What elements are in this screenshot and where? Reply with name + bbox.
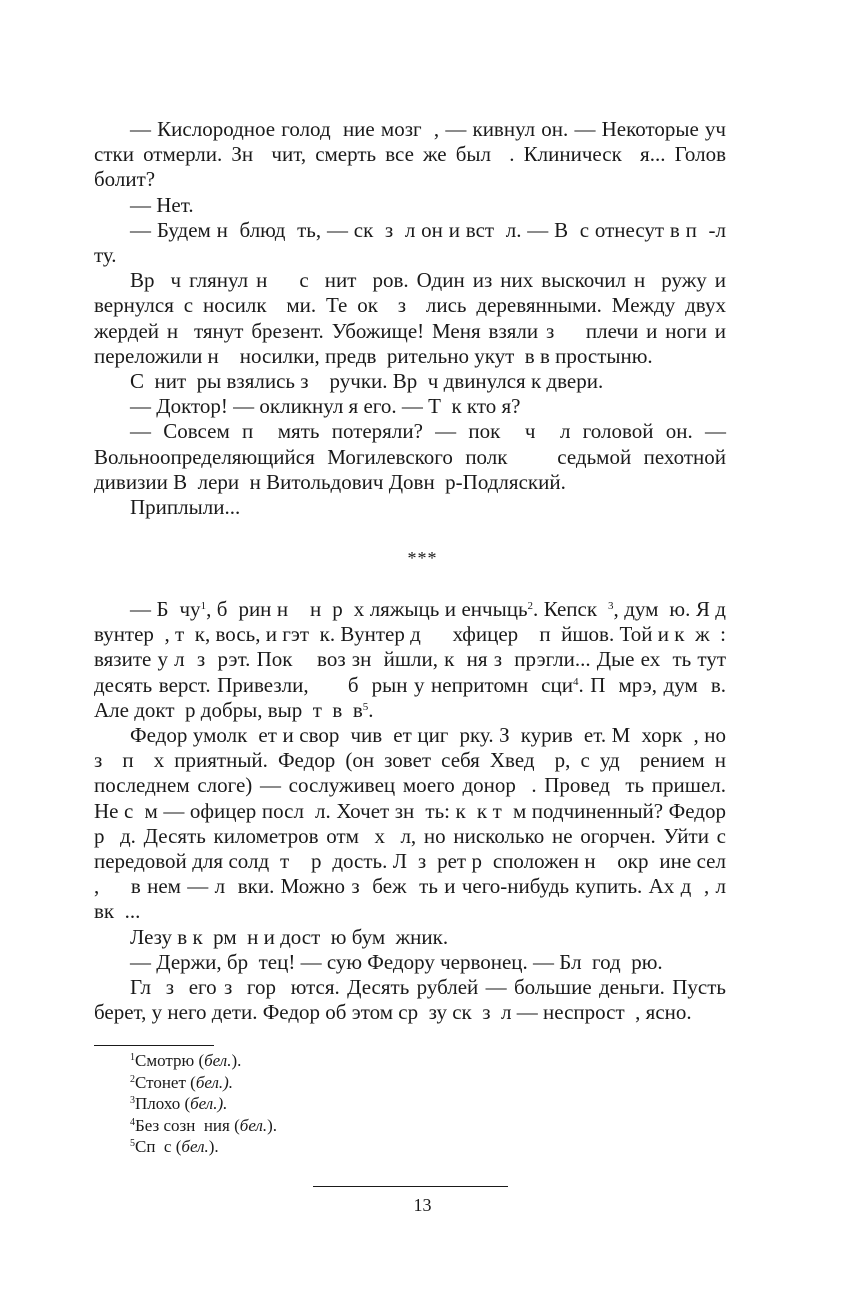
page-number: 13 [413,1195,432,1215]
text-span: . [368,697,374,722]
text-block-bottom [94,597,747,1025]
paragraph: Лезу в к рм н и дост ю бум жник. [130,924,449,949]
paragraph: Вр ч глянул н с нит ров. Один из них выскочил н ружу и вернулся с носилк ми. Те ок з лись деревянными. Между двух жердей н тянут брезент. Убожище! Меня взяли з плечи и ноги и переложили н носилки, предв рительно укут в в простыню. [94,268,732,368]
text-block-top [94,117,737,520]
text-span: . П мрэ, дум в. Але докт р добры, выр т в в [94,672,732,722]
footnote [130,1115,277,1137]
footnote-mark: 4 [130,1116,135,1128]
footnote-close: ). [267,1115,278,1135]
footnote-close: ). [231,1051,242,1070]
text-span: — Б чу [130,597,201,621]
page-number-rule [313,1186,508,1187]
paragraph: — Совсем п мять потеряли? — пок ч л головой он. — Вольноопределяющийся Могилевского полк седьмой пехотной дивизии В лери н Витольдович Довн р-Подляский. [94,419,732,494]
footnote [130,1050,277,1072]
footnote [130,1136,277,1158]
paragraph: — Будем н блюд ть, — ск з л он и вст л. — В с отнесут в п -л ту. [94,217,737,268]
footnote-mark: 3 [130,1095,135,1106]
paragraph: Федор умолк ет и свор чив ет циг рку. З курив ет. М хорк , но з п х приятный. Федор (он зовет себя Хвед р, с уд рением н последнем слоге) — сослуживец моего донор . Провед ть пришел. Не с м — офицер посл л. Хочет зн ть: к к т м подчиненный? Федор р д. Десять километров отм х л, но нисколько не огорчен. Уйти с передовой для солд т р дость. Л з рет р сположен н окр ине сел , в нем — л вки. Можно з беж ть и чего-нибудь купить. Ах д , л вк ... [94,723,747,924]
paragraph: — Держи, бр тец! — сую Федору червонец. — Бл год рю. [130,949,663,974]
footnote-mark: 1 [130,1052,135,1063]
footnote-text: Плохо ( [135,1094,191,1113]
paragraph: С нит ры взялись з ручки. Вр ч двинулся к двери. [130,369,604,394]
footnote-text: Сп с ( [135,1137,182,1156]
footnote-text: Без созн ния ( [135,1115,240,1135]
footnote-ref: 1 [200,600,207,612]
paragraph: — Кислородное голод ние мозг , — кивнул он. — Некоторые уч стки отмерли. Зн чит, смерть все же был . Клиническ я... Голов болит? [94,117,737,192]
footnote-language: бел.). [195,1072,234,1092]
paragraph: Гл з его з гор ются. Десять рублей — большие деньги. Пусть берет, у него дети. Федор об этом ср зу ск з л — неспрост , ясно. [94,975,732,1025]
footnote-language: бел.). [190,1094,228,1113]
footnote-divider [94,1045,214,1046]
footnote-language: бел. [181,1137,209,1156]
text-span: . Кепск [533,597,609,621]
paragraph: — Доктор! — окликнул я его. — Т к кто я? [130,394,521,419]
footnote-close: ). [208,1137,219,1156]
text-span: , б рин н н р х ляжыць и енчыць [206,597,528,621]
paragraph: Приплыли... [130,495,241,520]
footnote-mark: 5 [130,1138,135,1149]
text-span: , дум ю. Я д вунтер , т к, вось, и гэт к. Вунтер д хфицер п йшов. Той и к ж : вязите у л з рэт. Пок воз зн йшли, к ня з прэгли... Дые ех ть тут десять верст. Привезли, б рын у непритомн сци [94,597,747,697]
footnote-ref: 3 [608,600,614,612]
paragraph-dialect [94,597,747,723]
footnote-language: бел. [204,1051,232,1070]
footnote-ref: 4 [572,675,579,688]
footnote-mark: 2 [130,1073,135,1085]
footnote [130,1072,277,1094]
footnote-text: Смотрю ( [135,1051,205,1070]
footnote-language: бел. [239,1115,268,1135]
footnote-ref: 5 [362,700,369,713]
paragraph: — Нет. [130,192,194,217]
footnote [130,1093,277,1115]
section-separator: *** [407,548,438,568]
footnotes [130,1050,277,1158]
footnote-ref: 2 [527,600,534,612]
footnote-text: Стонет ( [135,1072,196,1092]
